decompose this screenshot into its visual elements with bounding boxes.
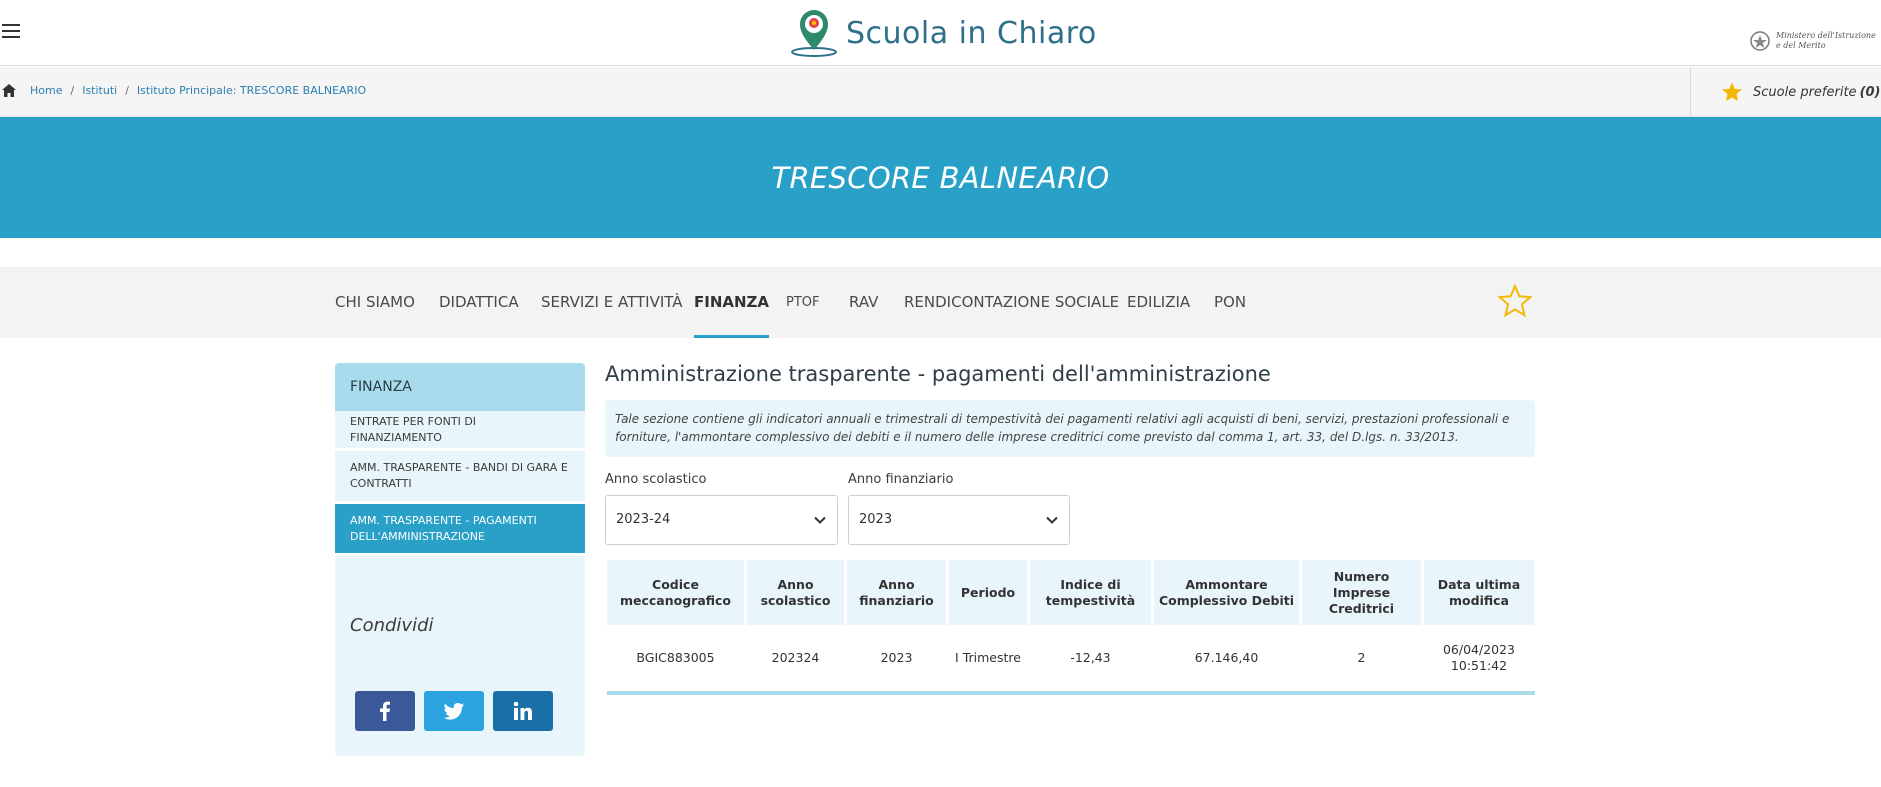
share-title: Condividi	[350, 615, 434, 636]
breadcrumb	[2, 84, 366, 97]
linkedin-icon	[511, 699, 535, 723]
table-row	[607, 625, 1535, 695]
table-cell: I Trimestre	[955, 650, 1021, 665]
app-name: Scuola in Chiaro	[846, 15, 1097, 51]
breadcrumb-istituti[interactable]: Istituti	[82, 84, 118, 97]
tab-ptof[interactable]: PTOF	[786, 295, 820, 310]
table-cell: 202324	[771, 650, 820, 665]
share-twitter-button[interactable]	[424, 691, 484, 731]
menu-icon[interactable]	[2, 24, 20, 38]
anno-scolastico-value: 2023-24	[616, 512, 671, 527]
ministry-logo[interactable]	[1750, 30, 1881, 52]
chevron-down-icon	[813, 513, 827, 527]
share-linkedin-button[interactable]	[493, 691, 553, 731]
column-header: Numero Imprese Creditrici	[1302, 560, 1421, 625]
anno-scolastico-label: Anno scolastico	[605, 472, 707, 487]
breadcrumb-separator: /	[125, 84, 129, 97]
anno-finanziario-value: 2023	[859, 512, 893, 527]
ministry-line-2: e del Merito	[1776, 41, 1826, 50]
tab-servizi[interactable]: SERVIZI E ATTIVITÀ	[541, 293, 683, 311]
column-header: Ammontare Complessivo Debiti	[1154, 560, 1299, 625]
table-cell: 2023	[880, 650, 913, 665]
twitter-icon	[442, 699, 466, 723]
favorite-schools-button[interactable]	[1690, 67, 1881, 117]
location-pin-icon	[788, 8, 842, 58]
ministry-name	[1776, 31, 1881, 51]
top-header	[0, 0, 1881, 66]
table-cell: -12,43	[1070, 650, 1111, 665]
sidebar-item-pagamenti[interactable]: AMM. TRASPARENTE - PAGAMENTI DELL'AMMINISTRAZIONE	[335, 504, 585, 556]
breadcrumb-home[interactable]: Home	[30, 84, 63, 97]
tab-didattica[interactable]: DIDATTICA	[439, 293, 519, 311]
favorites-count: (0)	[1859, 84, 1881, 100]
breadcrumb-separator: /	[70, 84, 75, 97]
section-tabs	[0, 267, 1881, 338]
table-header	[607, 560, 1535, 625]
column-header: Anno scolastico	[747, 560, 844, 625]
ministry-line-1: Ministero dell'Istruzione	[1776, 31, 1876, 40]
tab-edilizia[interactable]: EDILIZIA	[1127, 293, 1191, 311]
page-title: Amministrazione trasparente - pagamenti dell'amministrazione	[605, 362, 1271, 386]
payments-table	[607, 560, 1535, 695]
chevron-down-icon	[1045, 513, 1059, 527]
anno-finanziario-select[interactable]	[848, 495, 1070, 545]
favorites-label: Scuole preferite	[1753, 84, 1857, 100]
breadcrumb-bar	[0, 67, 1881, 117]
home-icon[interactable]	[2, 84, 16, 97]
tab-pon[interactable]: PON	[1214, 293, 1247, 311]
facebook-icon	[373, 699, 397, 723]
column-header: Data ultima modifica	[1424, 560, 1534, 625]
tab-chi-siamo[interactable]: CHI SIAMO	[335, 293, 415, 311]
column-header: Indice di tempestività	[1030, 560, 1151, 625]
sidebar-item-entrate[interactable]: ENTRATE PER FONTI DI FINANZIAMENTO	[335, 411, 585, 451]
add-favorite-star-icon[interactable]	[1498, 284, 1532, 318]
sidebar	[335, 363, 585, 756]
column-header: Periodo	[949, 560, 1027, 625]
emblem-icon	[1750, 30, 1770, 52]
table-cell: 2	[1357, 650, 1366, 665]
anno-scolastico-select[interactable]	[605, 495, 838, 545]
school-banner	[0, 117, 1881, 238]
star-icon	[1721, 81, 1743, 103]
tab-finanza[interactable]: FINANZA	[694, 267, 769, 338]
tab-rav[interactable]: RAV	[849, 293, 879, 311]
brand-logo-link[interactable]	[788, 8, 1097, 58]
breadcrumb-current[interactable]: Istituto Principale: TRESCORE BALNEARIO	[136, 84, 367, 97]
school-name: TRESCORE BALNEARIO	[771, 160, 1110, 195]
column-header: Anno finanziario	[847, 560, 946, 625]
table-cell: 06/04/2023 10:51:42	[1442, 642, 1516, 673]
info-box: Tale sezione contiene gli indicatori annuali e trimestrali di tempestività dei pagamenti relativi agli acquisti di beni, servizi, prestazioni professionali e forniture, l'ammontare complessivo dei debiti e il numero delle imprese creditrici come previsto dal comma 1, art. 33, del D.lgs. n. 33/2013.	[605, 400, 1535, 457]
tab-rendicontazione[interactable]: RENDICONTAZIONE SOCIALE	[904, 293, 1120, 311]
table-cell: 67.146,40	[1194, 650, 1259, 665]
sidebar-item-bandi[interactable]: AMM. TRASPARENTE - BANDI DI GARA E CONTRATTI	[335, 451, 585, 504]
share-facebook-button[interactable]	[355, 691, 415, 731]
anno-finanziario-label: Anno finanziario	[848, 472, 954, 487]
table-cell: BGIC883005	[636, 650, 715, 665]
column-header: Codice meccanografico	[607, 560, 744, 625]
sidebar-heading: FINANZA	[335, 363, 585, 411]
